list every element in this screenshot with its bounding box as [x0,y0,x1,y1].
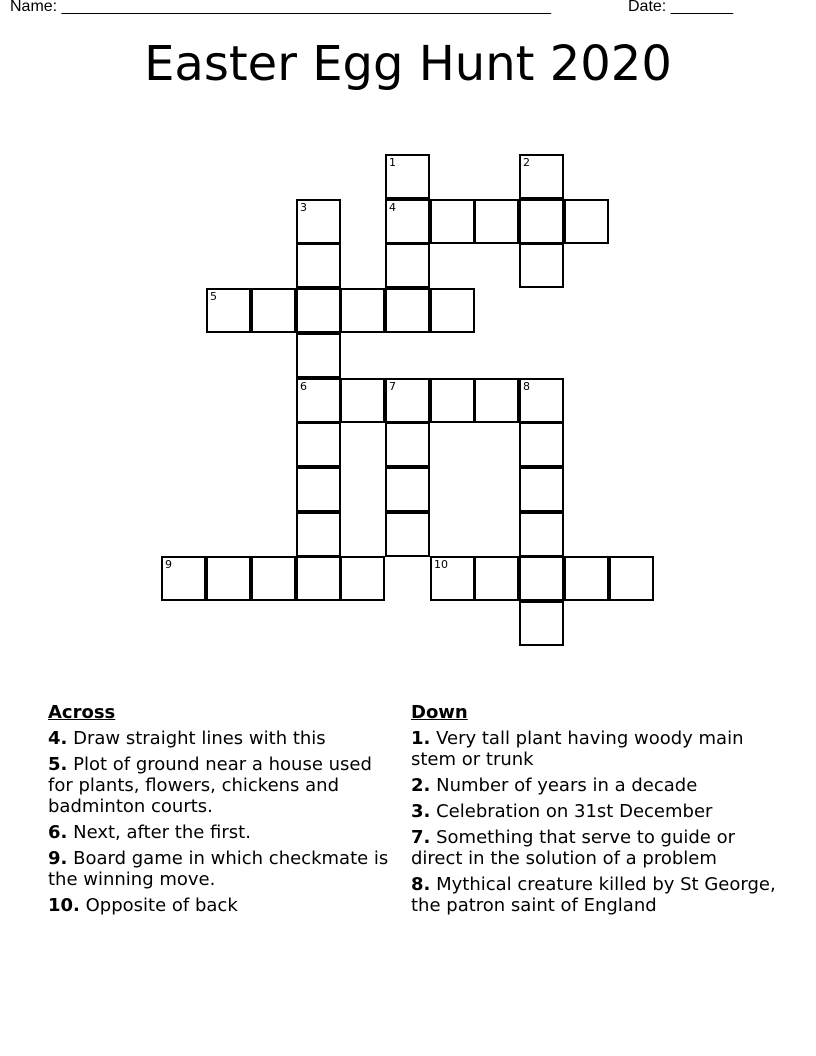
clue-number: 5 [210,290,217,303]
clue-item [48,728,393,749]
grid-cell[interactable] [385,288,430,333]
grid-cell[interactable] [474,378,519,423]
grid-cell[interactable] [385,512,430,557]
name-field-label[interactable]: Name: _______________________________________________________ [10,0,551,15]
clue-item [411,874,781,916]
clue-item-text: Next, after the first. [73,822,251,843]
clue-number: 2 [523,156,530,169]
grid-cell[interactable] [206,288,251,333]
grid-cell[interactable] [385,467,430,512]
clue-item [411,775,781,796]
grid-cell[interactable] [430,199,475,244]
grid-cell[interactable] [430,378,475,423]
clue-item-text: Number of years in a decade [436,775,698,796]
grid-cell[interactable] [519,601,564,646]
clue-item-text: Celebration on 31st December [436,801,713,822]
clue-number: 1 [389,156,396,169]
grid-cell[interactable] [564,199,609,244]
down-clues [411,702,781,921]
grid-cell[interactable] [474,199,519,244]
clue-item-number: 7. [411,827,431,848]
clue-item [48,822,393,843]
clue-number: 4 [389,201,396,214]
grid-cell[interactable] [251,288,296,333]
grid-cell[interactable] [519,199,564,244]
clue-item-text: Plot of ground near a house used for plants, flowers, chickens and badminton courts. [48,754,372,817]
grid-cell[interactable] [251,556,296,601]
page-title: Easter Egg Hunt 2020 [144,36,672,92]
clue-item-text: Draw straight lines with this [73,728,326,749]
clue-item-number: 6. [48,822,68,843]
clue-item-number: 2. [411,775,431,796]
grid-cell[interactable] [385,422,430,467]
clue-number: 7 [389,380,396,393]
clue-item-text: Mythical creature killed by St George, the patron saint of England [411,874,776,916]
grid-cell[interactable] [564,556,609,601]
down-heading: Down [411,702,468,723]
grid-cell[interactable] [340,288,385,333]
grid-cell[interactable] [296,467,341,512]
clue-item-number: 3. [411,801,431,822]
clue-number: 10 [434,558,448,571]
clue-item-number: 9. [48,848,68,869]
grid-cell[interactable] [340,556,385,601]
grid-cell[interactable] [430,288,475,333]
across-heading: Across [48,702,116,723]
clue-item-number: 10. [48,895,80,916]
clue-item-number: 5. [48,754,68,775]
clue-item-text: Opposite of back [85,895,238,916]
clue-item [48,754,393,817]
grid-cell[interactable] [296,556,341,601]
clue-item [48,895,393,916]
clue-item [411,801,781,822]
grid-cell[interactable] [519,422,564,467]
grid-cell[interactable] [296,333,341,378]
clue-number: 9 [165,558,172,571]
grid-cell[interactable] [519,378,564,423]
grid-cell[interactable] [474,556,519,601]
across-clues [48,702,393,921]
date-field-label[interactable]: Date: _______ [628,0,733,15]
grid-cell[interactable] [340,378,385,423]
grid-cell[interactable] [519,243,564,288]
clue-item-text: Something that serve to guide or direct in the solution of a problem [411,827,736,869]
clue-item-text: Very tall plant having woody main stem or trunk [411,728,744,770]
grid-cell[interactable] [161,556,206,601]
grid-cell[interactable] [385,199,430,244]
grid-cell[interactable] [296,422,341,467]
grid-cell[interactable] [519,556,564,601]
grid-cell[interactable] [296,199,341,244]
clue-item-number: 4. [48,728,68,749]
clue-item-text: Board game in which checkmate is the winning move. [48,848,389,890]
grid-cell[interactable] [519,512,564,557]
grid-cell[interactable] [296,512,341,557]
grid-cell[interactable] [519,154,564,199]
grid-cell[interactable] [609,556,654,601]
grid-cell[interactable] [296,243,341,288]
grid-cell[interactable] [385,378,430,423]
grid-cell[interactable] [206,556,251,601]
grid-cell[interactable] [296,378,341,423]
clue-item [48,848,393,890]
grid-cell[interactable] [385,154,430,199]
grid-cell[interactable] [385,243,430,288]
clue-number: 3 [300,201,307,214]
clue-number: 6 [300,380,307,393]
clue-item [411,827,781,869]
clue-item-number: 1. [411,728,431,749]
clue-item-number: 8. [411,874,431,895]
grid-cell[interactable] [519,467,564,512]
grid-cell[interactable] [430,556,475,601]
clue-item [411,728,781,770]
clue-number: 8 [523,380,530,393]
grid-cell[interactable] [296,288,341,333]
